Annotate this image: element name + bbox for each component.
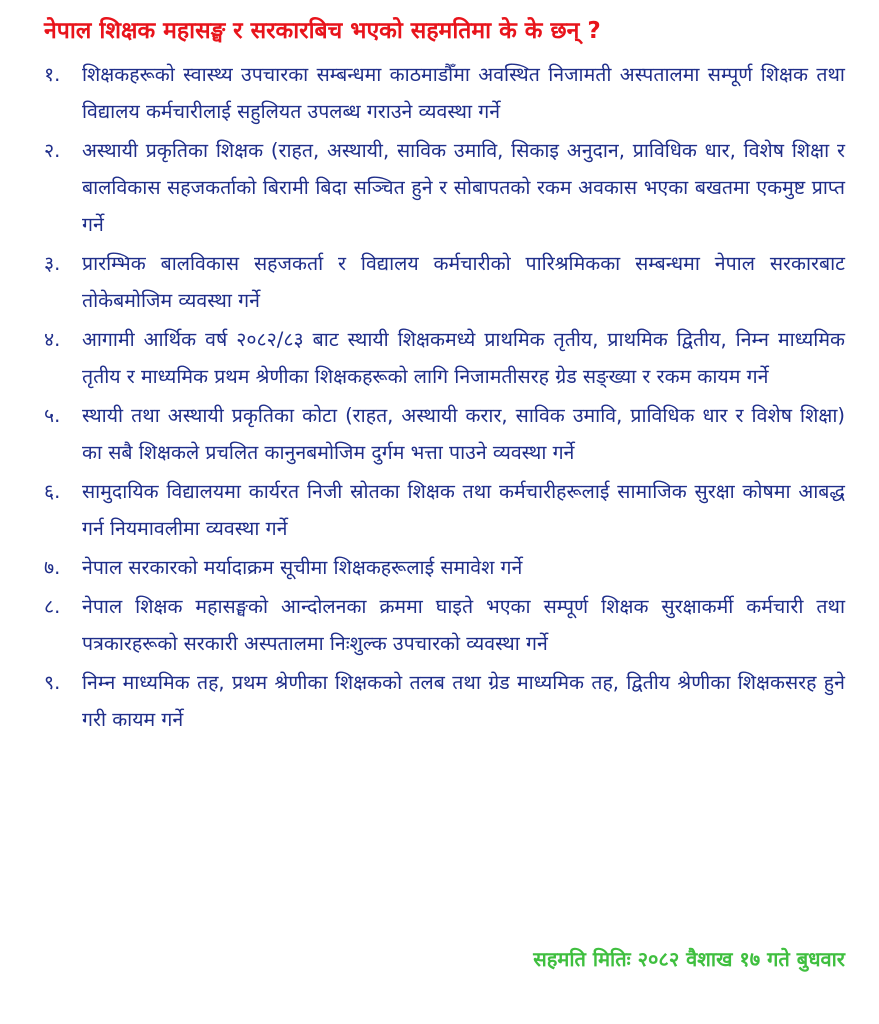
item-number: ६.: [44, 480, 61, 503]
item-text: अस्थायी प्रकृतिका शिक्षक (राहत, अस्थायी, साविक उमावि, सिकाइ अनुदान, प्राविधिक धार, विशेष शिक्षा र बालविकास सहजकर्ताको बिरामी बिदा सञ्चित हुने र सोबापतको रकम अवकास भएका बखतमा एकमुष्ट प्राप्त गर्ने: [82, 139, 845, 236]
list-item-7: [44, 549, 845, 586]
item-number: ८.: [44, 595, 61, 618]
page-title: नेपाल शिक्षक महासङ्घ र सरकारबिच भएको सहमतिमा के के छन् ?: [44, 18, 601, 44]
list-item-9: [44, 664, 845, 738]
item-text: आगामी आर्थिक वर्ष २०८२/८३ बाट स्थायी शिक्षकमध्ये प्राथमिक तृतीय, प्राथमिक द्वितीय, निम्न माध्यमिक तृतीय र माध्यमिक प्रथम श्रेणीका शिक्षकहरूको लागि निजामतीसरह ग्रेड सङ्ख्या र रकम कायम गर्ने: [82, 328, 845, 388]
list-item-1: [44, 56, 845, 130]
item-text: शिक्षकहरूको स्वास्थ्य उपचारका सम्बन्धमा काठमाडौँमा अवस्थित निजामती अस्पतालमा सम्पूर्ण शिक्षक तथा विद्यालय कर्मचारीलाई सहुलियत उपलब्ध गराउने व्यवस्था गर्ने: [82, 63, 845, 123]
list-item-3: [44, 245, 845, 319]
item-text: निम्न माध्यमिक तह, प्रथम श्रेणीका शिक्षकको तलब तथा ग्रेड माध्यमिक तह, द्वितीय श्रेणीका शिक्षकसरह हुने गरी कायम गर्ने: [82, 671, 845, 731]
item-number: ५.: [44, 404, 61, 427]
list-item-5: [44, 397, 845, 471]
item-text: स्थायी तथा अस्थायी प्रकृतिका कोटा (राहत, अस्थायी करार, साविक उमावि, प्राविधिक धार र विशेष शिक्षा) का सबै शिक्षकले प्रचलित कानुनबमोजिम दुर्गम भत्ता पाउने व्यवस्था गर्ने: [82, 404, 845, 464]
item-number: ९.: [44, 671, 61, 694]
item-number: ७.: [44, 556, 61, 579]
list-item-4: [44, 321, 845, 395]
item-text: प्रारम्भिक बालविकास सहजकर्ता र विद्यालय कर्मचारीको पारिश्रमिकका सम्बन्धमा नेपाल सरकारबाट तोकेबमोजिम व्यवस्था गर्ने: [82, 252, 845, 312]
list-item-6: [44, 473, 845, 547]
list-item-2: [44, 132, 845, 243]
agreement-list: [44, 56, 845, 738]
item-text: नेपाल सरकारको मर्यादाक्रम सूचीमा शिक्षकहरूलाई समावेश गर्ने: [82, 556, 523, 579]
item-number: १.: [44, 63, 61, 86]
agreement-date: सहमति मितिः २०८२ वैशाख १७ गते बुधवार: [533, 947, 845, 971]
item-number: ४.: [44, 328, 61, 351]
item-number: २.: [44, 139, 61, 162]
item-number: ३.: [44, 252, 61, 275]
item-text: सामुदायिक विद्यालयमा कार्यरत निजी स्रोतका शिक्षक तथा कर्मचारीहरूलाई सामाजिक सुरक्षा कोषमा आबद्ध गर्न नियमावलीमा व्यवस्था गर्ने: [82, 480, 845, 540]
item-text: नेपाल शिक्षक महासङ्घको आन्दोलनका क्रममा घाइते भएका सम्पूर्ण शिक्षक सुरक्षाकर्मी कर्मचारी तथा पत्रकारहरूको सरकारी अस्पतालमा निःशुल्क उपचारको व्यवस्था गर्ने: [82, 595, 845, 655]
list-item-8: [44, 588, 845, 662]
